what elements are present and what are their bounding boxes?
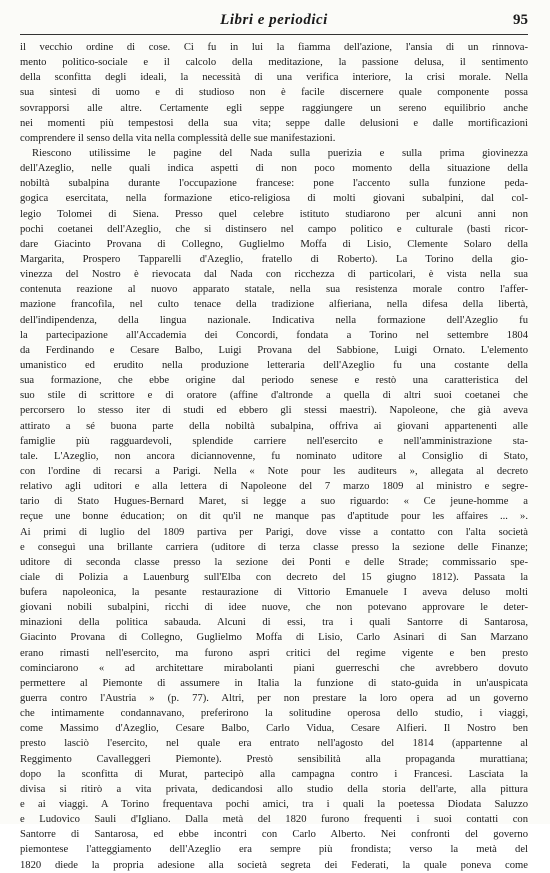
text-line: permettere al Piemonte di assumere in Italia la funzione di stato-guida in un'auspicata bbox=[20, 677, 528, 689]
text-line: come Massimo d'Azeglio, Cesare Balbo, Carlo Vidua, Cesare Alfieri. Il Nostro ben bbox=[20, 723, 528, 735]
text-line: con l'ordine di recarsi a Parigi. Nella « Note pour les auditeurs », allegata al decreto bbox=[20, 465, 528, 477]
text-line: Riescono utilissime le pagine del Nada sulla puerizia e sulla prima giovinezza bbox=[32, 147, 528, 159]
text-line: mazione francofila, nel culto tenace della tradizione alfieriana, nella difesa della libertà, bbox=[20, 299, 528, 311]
text-line: Ai primi di luglio del 1809 partiva per Parigi, dove visse a contatto con l'alta società bbox=[20, 526, 528, 538]
text-line: vinezza del Nostro è rievocata dal Nada con ricchezza di particolari, è vista nella sua bbox=[20, 269, 528, 281]
paragraph bbox=[20, 146, 528, 873]
text-line: sua formazione, che ebbe origine dal periodo senese e restò una caratteristica del bbox=[20, 375, 528, 387]
paragraph bbox=[20, 40, 528, 146]
text-line: e Ludovico Sauli d'Igliano. Dalla metà del 1820 furono frequenti i suoi contatti con bbox=[20, 814, 528, 826]
text-line: da Ferdinando e Cesare Balbo, Luigi Provana del Sabbione, Luigi Ornato. L'elemento bbox=[20, 344, 528, 356]
text-line: presto lasciò l'esercito, nel quale era entrato nell'agosto del 1814 (appartenne al bbox=[20, 738, 528, 750]
text-line: dell'Azeglio, nelle quali indica aspetti di non poco momento della situazione della bbox=[20, 163, 528, 175]
text-line: erano rimasti nell'esercito, ma furono aspri critici del regime vigente e ben presto bbox=[20, 647, 528, 659]
page-header bbox=[20, 12, 528, 32]
text-line: umanistico ed erudito nella produzione letteraria dell'Azeglio fu una costante della bbox=[20, 359, 528, 371]
text-line: dell'indipendenza, della lingua nazionale. Indicativa nella formazione dell'Azeglio fu bbox=[20, 314, 528, 326]
text-line: 1820 diede la propria adesione alla società segreta dei Federati, la quale poneva come bbox=[20, 859, 528, 871]
text-line: percorsero lo stesso iter di studi ed ebbero gli stessi maestri). Napoleone, che già aveva bbox=[20, 405, 528, 417]
text-line: bufera napoleonica, la pesante restaurazione di Vittorio Emanuele I aveva deluso molti bbox=[20, 587, 528, 599]
header-rule bbox=[20, 34, 528, 35]
text-line: tario di Stato Hugues-Bernard Maret, si legge a suo riguardo: « Ce jeune-homme a bbox=[20, 496, 528, 508]
text-line: della sconfitta degli ideali, la necessità di una verifica interiore, la crisi morale. Nella bbox=[20, 72, 528, 84]
text-line: giovani nobili subalpini, ricchi di idee nuove, che non potevano approvare le deter- bbox=[20, 602, 528, 614]
text-line: il vecchio ordine di cose. Ci fu in lui la fiamma dell'azione, l'ansia di un rinnova- bbox=[20, 42, 528, 53]
text-line: relativo agli uditori e alla lettera di Napoleone del 7 marzo 1809 al ministro e segre- bbox=[20, 481, 528, 493]
text-line: e conseguì una brillante carriera (uditore di terza classe presso la sezione delle Finanze; bbox=[20, 541, 528, 553]
text-line: contenuta reazione al nuovo apparato statale, nella sua resistenza morale contro l'affer- bbox=[20, 284, 528, 296]
text-line: Giacinto Provana di Collegno, Guglielmo Moffa di Lisio, Carlo Asinari di San Marzano bbox=[20, 632, 528, 644]
text-line: Reggimento Cavalleggeri Piemonte). Prestò sensibilità alla propaganda murattiana; bbox=[20, 753, 528, 765]
text-line: sovrapporsi alle altre. Certamente egli seppe raggiungere un sereno equilibrio anche bbox=[20, 102, 528, 114]
text-line: comprendere il senso della vita nella complessità delle sue manifestazioni. bbox=[20, 132, 336, 144]
text-line: la partecipazione all'Accademia dei Concordi, fondata a Torino nel settembre 1804 bbox=[20, 329, 528, 341]
text-line: sua sintesi di uomo e di studioso non è facile discernere quale componente possa bbox=[20, 87, 528, 99]
body-text bbox=[20, 40, 528, 873]
text-line: gogica esercitata, nella formazione etico-religiosa di molti giovani subalpini, dal col- bbox=[20, 193, 528, 205]
text-line: e ai viaggi. A Torino frequentava pochi amici, tra i quali la poetessa Diodata Saluzzo bbox=[20, 799, 528, 811]
text-line: reçue une bonne éducation; on dit qu'il ne manque pas d'aptitude pour les affaires ... ». bbox=[20, 511, 528, 523]
text-line: nei momenti più tempestosi della sua vita; seppe dalle delusioni e dalle mortificazioni bbox=[20, 117, 528, 129]
text-line: legio Tolomei di Siena. Presso quel celebre istituto studiarono per alcuni anni non bbox=[20, 208, 528, 220]
running-title: Libri e periodici bbox=[220, 12, 328, 28]
text-line: Santorre di Santarosa, ed ebbe incontri con Carlo Alberto. Nei confronti del governo bbox=[20, 829, 528, 841]
text-line: mento politico-sociale e il calcolo della meditazione, la passione delusa, il sentimento bbox=[20, 57, 528, 69]
text-line: tale. L'Azeglio, non ancora diciannovenne, fu nominato uditore al Consiglio di Stato, bbox=[20, 450, 528, 462]
text-line: minazioni della politica sabauda. Alcuni di essi, tra i quali Santorre di Santarosa, bbox=[20, 617, 528, 629]
text-line: dare Giacinto Provana di Collegno, Guglielmo Moffa di Lisio, Clemente Solaro della bbox=[20, 238, 528, 250]
text-line: uditore di seconda classe presso la sezione dei Ponti e delle Strade; commissario spe- bbox=[20, 556, 528, 568]
text-line: attirato a sé buona parte della nobiltà subalpina, offriva ai giovani appartenenti alle bbox=[20, 420, 528, 432]
text-line: pochi coetanei dell'Azeglio, che si distinsero nel campo politico e culturale (basti ricor- bbox=[20, 223, 528, 235]
text-line: dopo la sconfitta di Murat, partecipò alla campagna contro i Francesi. Lasciata la bbox=[20, 768, 528, 780]
text-line: che intimamente condannavano, preferirono la solitudine operosa dello studio, i viaggi, bbox=[20, 708, 528, 720]
page-number: 95 bbox=[513, 12, 528, 28]
text-line: piemontese l'atteggiamento dell'Azeglio era sempre più frondista; verso la metà del bbox=[20, 844, 528, 856]
text-line: divisa si ritirò a vita privata, dedicandosi allo studio della storia dell'arte, alla pittura bbox=[20, 783, 528, 795]
text-line: cominciarono « ad architettare mirabolanti piani guerreschi che avrebbero dovuto bbox=[20, 662, 528, 674]
text-line: famiglie più ragguardevoli, splendide carriere nell'esercito e nell'amministrazione sta- bbox=[20, 435, 528, 447]
text-line: Margarita, Prospero Tapparelli d'Azeglio, fratello di Roberto). La Torino della gio- bbox=[20, 253, 528, 265]
text-line: suo stile di scrittore e di oratore (affine d'altronde a quella di altri suoi coetanei che bbox=[20, 390, 528, 402]
text-line: ciale di Polizia a Lauenburg sull'Elba con decreto del 15 giugno 1812). Passata la bbox=[20, 571, 528, 583]
text-line: nobiltà subalpina durante l'occupazione francese: pone l'accento sulla funzione peda- bbox=[20, 178, 528, 190]
text-line: guerra contro l'Austria » (p. 77). Altri, per non prestare la loro opera ad un governo bbox=[20, 693, 528, 705]
